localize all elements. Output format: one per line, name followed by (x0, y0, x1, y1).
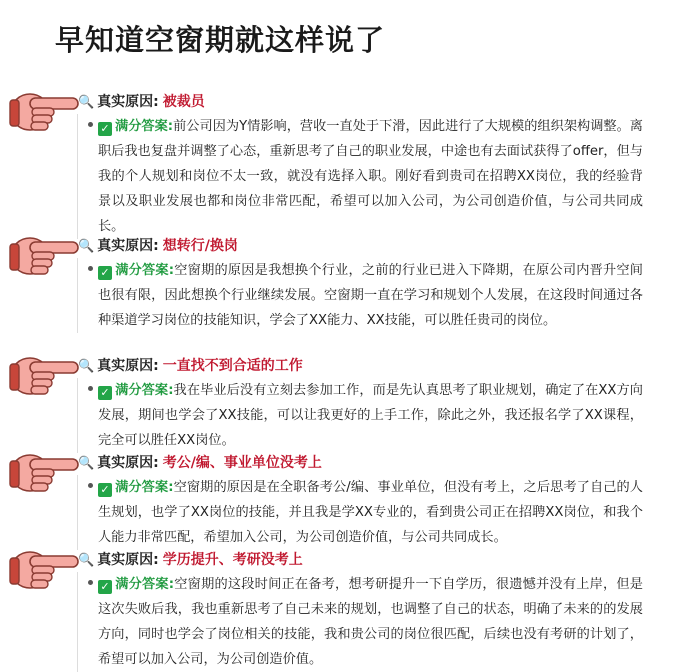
answer-body: 前公司因为Y情影响，营收一直处于下滑，因此进行了大规模的组织架构调整。离职后我也复盘并调整了心态，重新思考了自己的职业发展，中途也有去面试获得了offer，但与我的个人规划和岗位不太一致，就没有选择入职。刚好看到贵司在招聘XX岗位，我的经验背景以及职业发展也都和岗位非常匹配，希望可以加入公司，为公司创造价值，与公司共同成长。 (98, 119, 643, 234)
bullet (88, 122, 93, 127)
reason-value: 被裁员 (162, 94, 205, 110)
bullet (88, 580, 93, 585)
answer-body: 空窗期的这段时间正在备考，想考研提升一下自学历，很遗憾并没有上岸，但是这次失败后我，我也重新思考了自己未来的规划，也调整了自己的状态，明确了未来的的发展方向，同时也学会了岗位相关的技能，我和贵公司的岗位很匹配，后续也没有考研的计划了，希望可以加入公司，为公司创造价值。 (98, 577, 643, 667)
reason-section (0, 350, 690, 446)
answer-body: 我在毕业后没有立刻去参加工作，而是先认真思考了职业规划，确定了在XX方向发展，期间也学会了XX技能，可以让我更好的上手工作，除此之外，我还报名学了XX课程，完全可以胜任XX岗位。 (98, 383, 643, 448)
check-mark-icon: ✓ (98, 580, 112, 594)
reason-line (78, 355, 303, 375)
answer-block (77, 572, 643, 672)
answer-label: 满分答案: (115, 577, 175, 592)
answer-body: 空窗期的原因是我想换个行业，之前的行业已进入下降期，在原公司内晋升空间也很有限，因此想换个行业继续发展。空窗期一直在学习和规划个人发展，在这段时间通过各种渠道学习岗位的技能知识，学会了XX能力、XX技能，可以胜任贵司的岗位。 (98, 263, 643, 328)
check-mark-icon: ✓ (98, 122, 112, 136)
answer-text (98, 114, 643, 239)
answer-label: 满分答案: (115, 263, 175, 278)
reason-label: 真实原因: (97, 552, 159, 568)
reason-value: 考公/编、事业单位没考上 (162, 455, 322, 471)
reason-section (0, 230, 690, 350)
answer-block (77, 475, 643, 550)
page-title: 早知道空窗期就这样说了 (55, 23, 386, 57)
reason-value: 学历提升、考研没考上 (162, 552, 303, 568)
reason-value: 一直找不到合适的工作 (162, 358, 303, 374)
reason-line (78, 452, 322, 472)
answer-text (98, 475, 643, 550)
magnifier-icon: 🔍 (78, 95, 95, 110)
reason-section (0, 544, 690, 667)
reason-line (78, 235, 238, 255)
check-mark-icon: ✓ (98, 386, 112, 400)
reason-label: 真实原因: (97, 455, 159, 471)
answer-body: 空窗期的原因是在全职备考公/编、事业单位，但没有考上，之后思考了自己的人生规划，也学了XX岗位的技能，并且我是学XX专业的，看到贵公司正在招聘XX岗位，和我个人能力非常匹配，希望加入公司，为公司创造价值，与公司共同成长。 (98, 480, 643, 545)
answer-label: 满分答案: (115, 383, 174, 398)
reason-line (78, 549, 303, 569)
magnifier-icon: 🔍 (78, 239, 95, 254)
bullet (88, 386, 93, 391)
answer-block (77, 258, 643, 333)
magnifier-icon: 🔍 (78, 553, 95, 568)
reason-label: 真实原因: (97, 238, 159, 254)
reason-line (78, 91, 205, 111)
reason-section (0, 86, 690, 234)
reason-section (0, 447, 690, 543)
answer-block (77, 114, 643, 239)
check-mark-icon: ✓ (98, 266, 112, 280)
pointing-hand-icon (8, 230, 82, 278)
pointing-hand-icon (8, 544, 82, 592)
pointing-hand-icon (8, 447, 82, 495)
bullet (88, 483, 93, 488)
magnifier-icon: 🔍 (78, 359, 95, 374)
reason-value: 想转行/换岗 (162, 238, 238, 254)
answer-label: 满分答案: (115, 480, 174, 495)
reason-label: 真实原因: (97, 358, 159, 374)
pointing-hand-icon (8, 350, 82, 398)
answer-label: 满分答案: (115, 119, 174, 134)
answer-text (98, 378, 643, 453)
magnifier-icon: 🔍 (78, 456, 95, 471)
bullet (88, 266, 93, 271)
answer-block (77, 378, 643, 453)
answer-text (98, 572, 643, 672)
pointing-hand-icon (8, 86, 82, 134)
reason-label: 真实原因: (97, 94, 159, 110)
check-mark-icon: ✓ (98, 483, 112, 497)
answer-text (98, 258, 643, 333)
